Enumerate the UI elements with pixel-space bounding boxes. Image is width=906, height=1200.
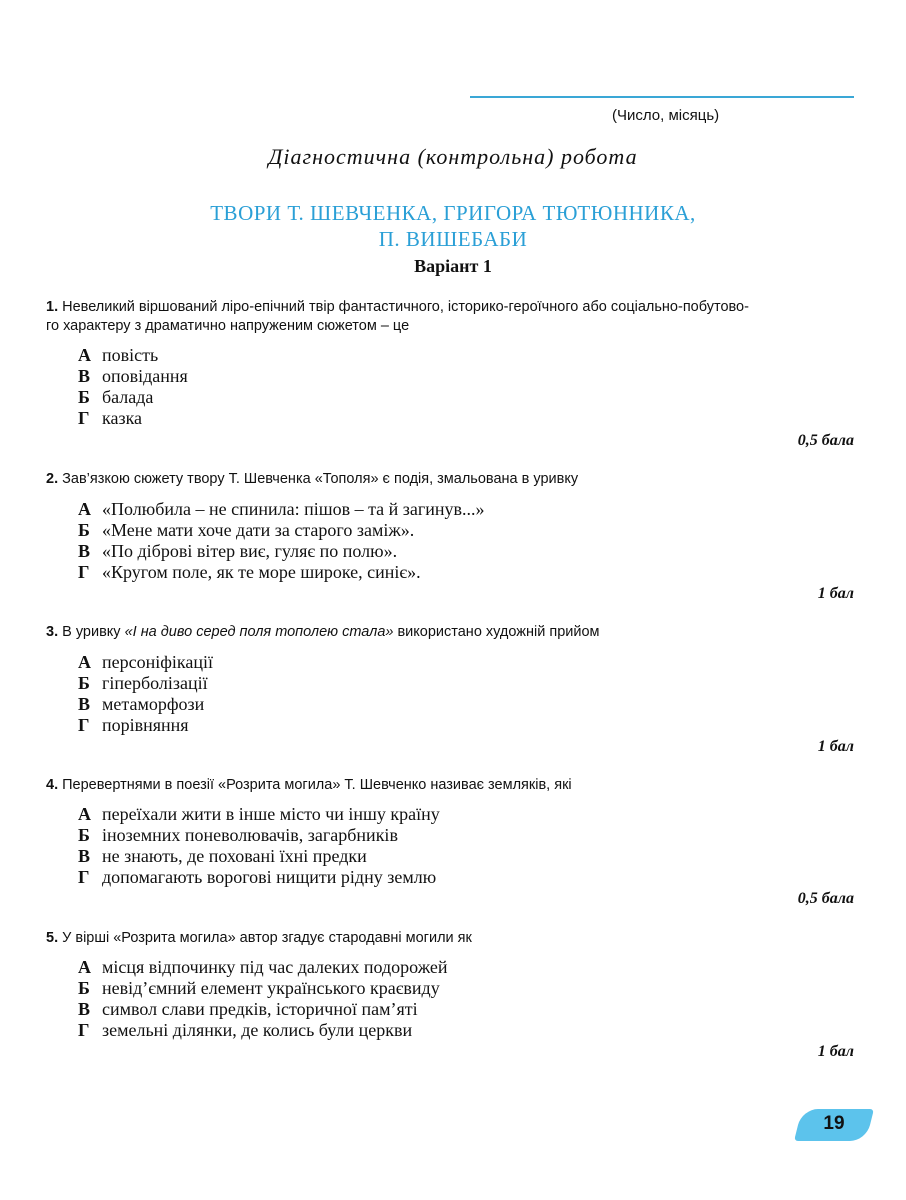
option-b[interactable] xyxy=(78,520,778,541)
question-5-points: 1 бал xyxy=(817,1043,854,1060)
option-text: не знають, де поховані їхні предки xyxy=(102,846,367,866)
question-prompt-start: В уривку xyxy=(62,624,125,640)
question-number: 3. xyxy=(46,624,59,640)
option-v[interactable] xyxy=(78,846,778,867)
question-prompt-end: використано художній прийом xyxy=(393,624,600,640)
date-label: (Число, місяць) xyxy=(612,107,720,124)
question-3-points: 1 бал xyxy=(817,738,854,755)
option-letter: А xyxy=(78,804,91,824)
option-letter: Г xyxy=(78,562,90,582)
option-a[interactable] xyxy=(78,804,778,825)
option-v[interactable] xyxy=(78,694,778,715)
page-title xyxy=(0,200,906,252)
option-letter: В xyxy=(78,999,91,1019)
option-b[interactable] xyxy=(78,387,778,408)
option-a[interactable] xyxy=(78,957,778,978)
question-3-text xyxy=(46,623,858,642)
question-quote: «І на диво серед поля тополею стала» xyxy=(124,624,394,640)
option-text: «Полюбила – не спинила: пішов – та й загинув...» xyxy=(102,499,485,519)
option-letter: А xyxy=(78,499,91,519)
option-a[interactable] xyxy=(78,652,778,673)
option-b[interactable] xyxy=(78,673,778,694)
option-text: гіперболізації xyxy=(102,673,208,693)
question-number: 1. xyxy=(46,299,59,315)
option-g[interactable] xyxy=(78,562,778,583)
option-text: порівняння xyxy=(102,715,189,735)
option-letter: В xyxy=(78,694,91,714)
option-letter: Б xyxy=(78,387,90,407)
option-a[interactable] xyxy=(78,345,778,366)
option-text: казка xyxy=(102,408,143,428)
option-text: іноземних поневолювачів, загарбників xyxy=(102,825,398,845)
question-5-options xyxy=(78,957,778,1041)
question-2-options xyxy=(78,499,778,583)
option-letter: Б xyxy=(78,978,90,998)
option-letter: Г xyxy=(78,715,90,735)
question-1-text xyxy=(46,298,858,336)
option-text: «Мене мати хоче дати за старого заміж». xyxy=(102,520,415,540)
question-1-options xyxy=(78,345,778,429)
option-text: невід’ємний елемент українського краєвиду xyxy=(102,978,440,998)
option-text: «Кругом поле, як те море широке, синіє». xyxy=(102,562,421,582)
title-line-1: ТВОРИ Т. ШЕВЧЕНКА, ГРИГОРА ТЮТЮННИКА, xyxy=(210,201,696,225)
option-letter: Г xyxy=(78,1020,90,1040)
question-prompt: У вірші «Розрита могила» автор згадує стародавні могили як xyxy=(62,930,472,946)
option-letter: А xyxy=(78,345,91,365)
question-4-options xyxy=(78,804,778,888)
question-1-points: 0,5 бала xyxy=(797,432,854,449)
option-text: земельні ділянки, де колись були церкви xyxy=(102,1020,413,1040)
option-text: місця відпочинку під час далеких подорожей xyxy=(102,957,448,977)
question-prompt: Перевертнями в поезії «Розрита могила» Т. Шевченко називає земляків, які xyxy=(62,777,572,793)
option-b[interactable] xyxy=(78,825,778,846)
question-4-text xyxy=(46,776,858,795)
question-number: 2. xyxy=(46,471,59,487)
option-g[interactable] xyxy=(78,408,778,429)
question-3-options xyxy=(78,652,778,736)
option-v[interactable] xyxy=(78,999,778,1020)
option-a[interactable] xyxy=(78,499,778,520)
option-v[interactable] xyxy=(78,366,778,387)
question-4-points: 0,5 бала xyxy=(797,890,854,907)
option-letter: В xyxy=(78,366,91,386)
question-5-text xyxy=(46,929,858,948)
option-text: оповідання xyxy=(102,366,188,386)
option-text: персоніфікації xyxy=(102,652,214,672)
option-text: повість xyxy=(102,345,159,365)
option-g[interactable] xyxy=(78,715,778,736)
option-text: балада xyxy=(102,387,154,407)
question-number: 4. xyxy=(46,777,59,793)
option-letter: В xyxy=(78,541,91,561)
option-letter: Г xyxy=(78,867,90,887)
option-v[interactable] xyxy=(78,541,778,562)
option-letter: А xyxy=(78,652,91,672)
option-text: переїхали жити в інше місто чи іншу країну xyxy=(102,804,440,824)
option-g[interactable] xyxy=(78,867,778,888)
option-letter: Б xyxy=(78,825,90,845)
title-line-2: П. ВИШЕБАБИ xyxy=(378,227,528,251)
variant-heading: Варіант 1 xyxy=(414,256,492,276)
question-prompt-continuation: го характеру з драматично напруженим сюжетом – це xyxy=(46,318,410,334)
page-number: 19 xyxy=(823,1113,845,1134)
question-2-text xyxy=(46,470,858,489)
option-text: метаморфози xyxy=(102,694,205,714)
option-b[interactable] xyxy=(78,978,778,999)
date-entry-line xyxy=(470,96,854,98)
question-number: 5. xyxy=(46,930,59,946)
option-letter: Б xyxy=(78,520,90,540)
question-2-points: 1 бал xyxy=(817,585,854,602)
option-g[interactable] xyxy=(78,1020,778,1041)
question-prompt: Невеликий віршований ліро-епічний твір фантастичного, історико-героїчного або соціально-побутово- xyxy=(62,299,749,315)
option-letter: Б xyxy=(78,673,90,693)
option-text: допомагають ворогові нищити рідну землю xyxy=(102,867,437,887)
option-text: «По діброві вітер виє, гуляє по полю». xyxy=(102,541,398,561)
option-letter: А xyxy=(78,957,91,977)
option-letter: В xyxy=(78,846,91,866)
question-prompt: Зав’язкою сюжету твору Т. Шевченка «Тополя» є подія, змальована в уривку xyxy=(62,471,579,487)
option-letter: Г xyxy=(78,408,90,428)
option-text: символ слави предків, історичної пам’яті xyxy=(102,999,418,1019)
work-type-heading: Діагностична (контрольна) робота xyxy=(268,144,638,169)
